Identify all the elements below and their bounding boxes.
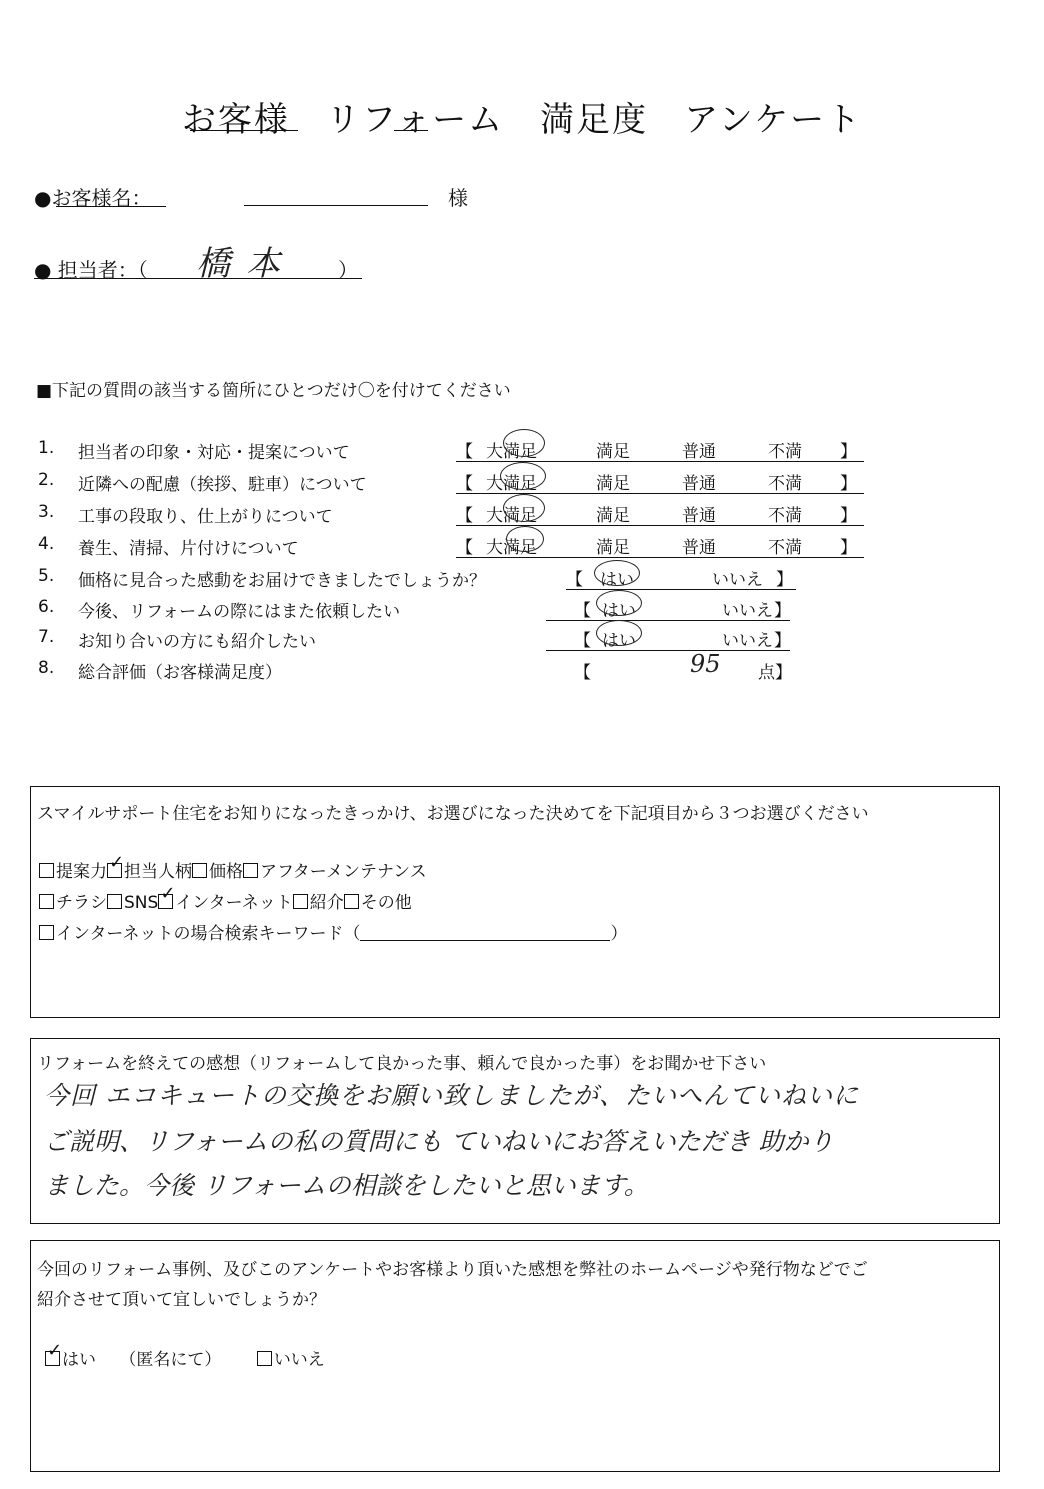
question-number: 4. — [38, 534, 55, 554]
question-number: 6. — [38, 597, 55, 617]
option-proposal[interactable]: 提案力 — [39, 862, 107, 882]
option-satisfied[interactable]: 満足 — [596, 474, 630, 494]
option-very-satisfied[interactable]: 大満足 — [486, 506, 537, 526]
bracket-open: 【 — [574, 631, 591, 651]
checkbox-icon[interactable] — [39, 925, 54, 940]
staff-label: ● 担当者：（ — [34, 258, 148, 282]
bracket-close: 】 — [840, 442, 857, 462]
option-satisfied[interactable]: 満足 — [596, 442, 630, 462]
score-field[interactable] — [574, 650, 794, 683]
question-text: 価格に見合った感動をお届けできましたでしょうか？ — [78, 571, 486, 591]
checkbox-icon[interactable] — [107, 894, 122, 909]
consent-prompt-line-1: 今回のリフォーム事例、及びこのアンケートやお客様より頂いた感想を弊社のホームページや発行物などでご — [37, 1260, 868, 1280]
selected-circle-mark — [503, 429, 545, 457]
selected-circle-mark — [500, 462, 546, 490]
option-no[interactable]: いいえ — [712, 570, 763, 590]
bracket-open: 【 — [456, 538, 473, 558]
question-number: 5. — [38, 566, 55, 586]
customer-name-label: ●お客様名： — [34, 186, 152, 210]
question-text: 養生、清掃、片付けについて — [78, 539, 299, 559]
title-underline-2 — [394, 130, 428, 131]
source-box — [30, 786, 1000, 1018]
option-normal[interactable]: 普通 — [682, 538, 716, 558]
option-flyer[interactable]: チラシ — [39, 893, 107, 913]
option-referral[interactable]: 紹介 — [293, 893, 344, 913]
consent-yes-option[interactable]: ✓はい — [45, 1350, 96, 1370]
option-very-satisfied[interactable]: 大満足 — [486, 474, 537, 494]
option-price[interactable]: 価格 — [192, 862, 243, 882]
option-sns[interactable]: SNS — [107, 893, 158, 913]
option-yes[interactable]: はい — [602, 631, 636, 651]
question-text: 今後、リフォームの際にはまた依頼したい — [78, 602, 401, 622]
question-text: 工事の段取り、仕上がりについて — [78, 507, 333, 527]
consent-prompt-line-2: 紹介させて頂いて宜しいでしょうか？ — [37, 1290, 326, 1310]
keyword-row — [39, 919, 627, 944]
option-yes[interactable]: はい — [600, 570, 634, 590]
checkbox-icon[interactable] — [293, 894, 308, 909]
checkbox-checked-icon[interactable] — [45, 1351, 60, 1366]
selected-circle-mark — [596, 620, 642, 646]
yes-no-choices-7[interactable] — [546, 626, 790, 651]
source-options-row-2 — [39, 888, 412, 913]
option-normal[interactable]: 普通 — [682, 474, 716, 494]
option-dissatisfied[interactable]: 不満 — [768, 538, 802, 558]
option-very-satisfied[interactable]: 大満足 — [486, 538, 537, 558]
question-number: 3. — [38, 502, 55, 522]
question-text: 総合評価（お客様満足度） — [78, 663, 282, 683]
option-normal[interactable]: 普通 — [682, 506, 716, 526]
customer-name-field[interactable] — [244, 178, 428, 206]
keyword-close: ） — [610, 924, 628, 944]
option-dissatisfied[interactable]: 不満 — [768, 506, 802, 526]
option-after-maintenance[interactable]: アフターメンテナンス — [243, 862, 427, 882]
keyword-label: インターネットの場合検索キーワード（ — [56, 924, 361, 944]
consent-options — [45, 1345, 325, 1370]
option-other[interactable]: その他 — [344, 893, 412, 913]
option-normal[interactable]: 普通 — [682, 442, 716, 462]
title-underline — [190, 130, 298, 131]
bracket-close: 】 — [840, 538, 857, 558]
survey-title: お客様 リフォーム 満足度 アンケート — [181, 100, 863, 140]
question-number: 2. — [38, 470, 55, 490]
consent-no-option[interactable]: いいえ — [257, 1350, 325, 1370]
option-satisfied[interactable]: 満足 — [596, 538, 630, 558]
score-unit: 点】 — [758, 663, 792, 683]
bracket-open: 【 — [574, 663, 591, 683]
bracket-open: 【 — [574, 601, 591, 621]
bracket-close: 】 — [776, 570, 793, 590]
impression-comment-line-1: 今回 エコキュートの交換をお願い致しましたが、たいへんていねいに — [44, 1081, 859, 1110]
impression-comment-line-2: ご説明、リフォームの私の質問にも ていねいにお答えいただき 助かり — [44, 1127, 834, 1156]
selected-circle-mark — [506, 526, 544, 552]
option-dissatisfied[interactable]: 不満 — [768, 474, 802, 494]
bracket-close: 】 — [774, 601, 791, 621]
question-text: 担当者の印象・対応・提案について — [78, 443, 350, 463]
selected-circle-mark — [503, 494, 545, 522]
option-very-satisfied[interactable]: 大満足 — [486, 442, 537, 462]
yes-no-choices-6[interactable] — [546, 596, 790, 621]
source-options-row-1 — [39, 857, 427, 882]
consent-box — [30, 1240, 1000, 1472]
checkbox-icon[interactable] — [39, 894, 54, 909]
bracket-close: 】 — [840, 474, 857, 494]
option-yes[interactable]: はい — [602, 601, 636, 621]
option-internet[interactable]: ✓ インターネット — [158, 893, 292, 913]
customer-name-label-underline — [56, 206, 166, 207]
option-no[interactable]: いいえ — [722, 601, 773, 621]
instruction-text: ■下記の質問の該当する箇所にひとつだけ〇を付けてください — [36, 381, 511, 401]
checkbox-icon[interactable] — [257, 1351, 272, 1366]
customer-name-suffix: 様 — [448, 186, 468, 210]
selected-circle-mark — [594, 560, 640, 586]
checkbox-icon[interactable] — [344, 894, 359, 909]
impression-comment-line-3: ました。今後 リフォームの相談をしたいと思います。 — [44, 1171, 649, 1200]
keyword-input[interactable] — [360, 924, 610, 941]
option-staff-personality[interactable]: ✓ 担当人柄 — [107, 862, 192, 882]
checkbox-icon[interactable] — [39, 863, 54, 878]
question-number: 7. — [38, 627, 55, 647]
bracket-open: 【 — [456, 442, 473, 462]
checkbox-checked-icon[interactable] — [107, 863, 122, 878]
option-dissatisfied[interactable]: 不満 — [768, 442, 802, 462]
question-text: お知り合いの方にも紹介したい — [78, 632, 316, 652]
bracket-close: 】 — [840, 506, 857, 526]
bracket-open: 【 — [566, 570, 583, 590]
option-satisfied[interactable]: 満足 — [596, 506, 630, 526]
checkbox-checked-icon[interactable] — [158, 894, 173, 909]
option-no[interactable]: いいえ — [722, 631, 773, 651]
checkbox-icon[interactable] — [192, 863, 207, 878]
staff-underline — [34, 278, 362, 279]
checkbox-icon[interactable] — [243, 863, 258, 878]
question-number: 8. — [38, 658, 55, 678]
question-number: 1. — [38, 438, 55, 458]
score-value-handwritten: 95 — [690, 650, 721, 678]
staff-name-handwritten: 橋本 — [196, 244, 296, 284]
staff-close-paren: ） — [338, 258, 358, 282]
impression-prompt: リフォームを終えての感想（リフォームして良かった事、頼んで良かった事）をお聞かせ下さい — [37, 1054, 767, 1074]
consent-anonymous-note: （匿名にて） — [119, 1350, 222, 1370]
selected-circle-mark — [596, 590, 642, 616]
question-text: 近隣への配慮（挨拶、駐車）について — [78, 475, 367, 495]
source-prompt: スマイルサポート住宅をお知りになったきっかけ、お選びになった決めてを下記項目から３つお選びください — [37, 804, 869, 824]
bracket-open: 【 — [456, 506, 473, 526]
bracket-close: 】 — [774, 631, 791, 651]
bracket-open: 【 — [456, 474, 473, 494]
